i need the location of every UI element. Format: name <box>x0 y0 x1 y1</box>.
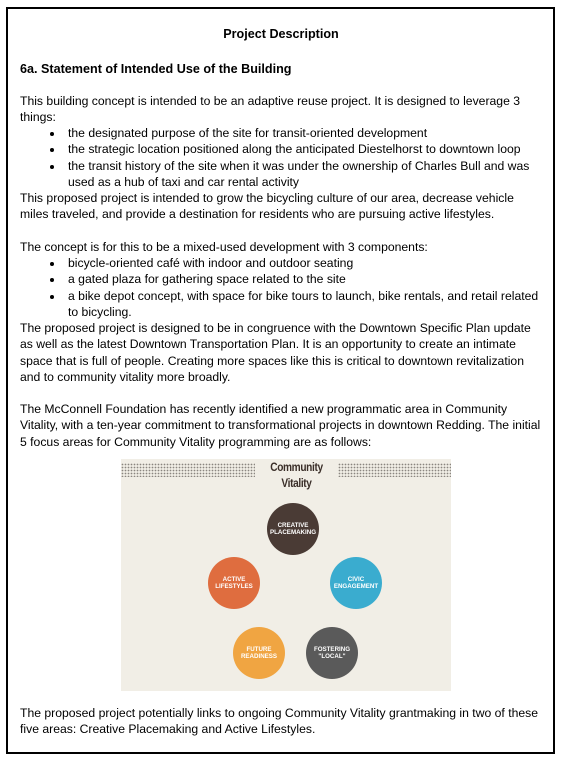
plan-paragraph: The proposed project is designed to be in congruence with the Downtown Specific Plan update as well as the latest Downtown Transportation Plan. It is an opportunity to create an intimate space that is full of people. Creating more spaces like this is critical to downtown revitalization and to community vitality more broadly. <box>20 321 531 384</box>
foundation-paragraph: The McConnell Foundation has recently identified a new programmatic area in Community Vitality, with a ten-year commitment to transformational projects in downtown Redding. The initial 5 focus areas for Community Vitality programming are as follows: <box>20 402 541 449</box>
dotted-band-right <box>338 463 451 477</box>
leverage-list-item: • the transit history of the site when it was under the ownership of Charles Bull and was used as a hub of taxi and car rental activity <box>64 158 542 191</box>
components-list-item: • a bike depot concept, with space for bike tours to launch, bike rentals, and retail related to bicycling. <box>64 288 542 321</box>
page-title: Project Description <box>223 27 339 41</box>
future-readiness-circle: FUTURE READINESS <box>233 627 285 679</box>
figure-title: Community Vitality <box>270 462 323 491</box>
leverage-list-item: • the designated purpose of the site for transit-oriented development <box>64 125 542 141</box>
section-heading: 6a. Statement of Intended Use of the Building <box>20 62 292 76</box>
civic-engagement-circle: CIVIC ENGAGEMENT <box>330 557 382 609</box>
intro-paragraph: This building concept is intended to be an adaptive reuse project. It is designed to leverage 3 things: <box>20 94 521 125</box>
concept-paragraph: The concept is for this to be a mixed-used development with 3 components: <box>20 240 428 254</box>
leverage-list-item: • the strategic location positioned along the anticipated Diestelhorst to downtown loop <box>64 141 542 157</box>
fostering-local-circle: FOSTERING "LOCAL" <box>306 627 358 679</box>
creative-placemaking-circle: CREATIVE PLACEMAKING <box>267 503 319 555</box>
goals-paragraph: This proposed project is intended to grow the bicycling culture of our area, decrease vehicle miles traveled, and provide a destination for residents who are pursuing active lifestyles. <box>20 191 514 222</box>
community-vitality-figure <box>121 459 451 691</box>
components-list-item: • a gated plaza for gathering space related to the site <box>64 271 542 287</box>
components-list <box>20 255 542 320</box>
active-lifestyles-circle: ACTIVE LIFESTYLES <box>208 557 260 609</box>
components-list-item: • bicycle-oriented café with indoor and outdoor seating <box>64 255 542 271</box>
leverage-list <box>20 125 542 190</box>
closing-paragraph: The proposed project potentially links to ongoing Community Vitality grantmaking in two of these five areas: Creative Placemaking and Active Lifestyles. <box>20 706 539 737</box>
dotted-band-left <box>121 463 255 477</box>
document-page <box>6 7 555 754</box>
